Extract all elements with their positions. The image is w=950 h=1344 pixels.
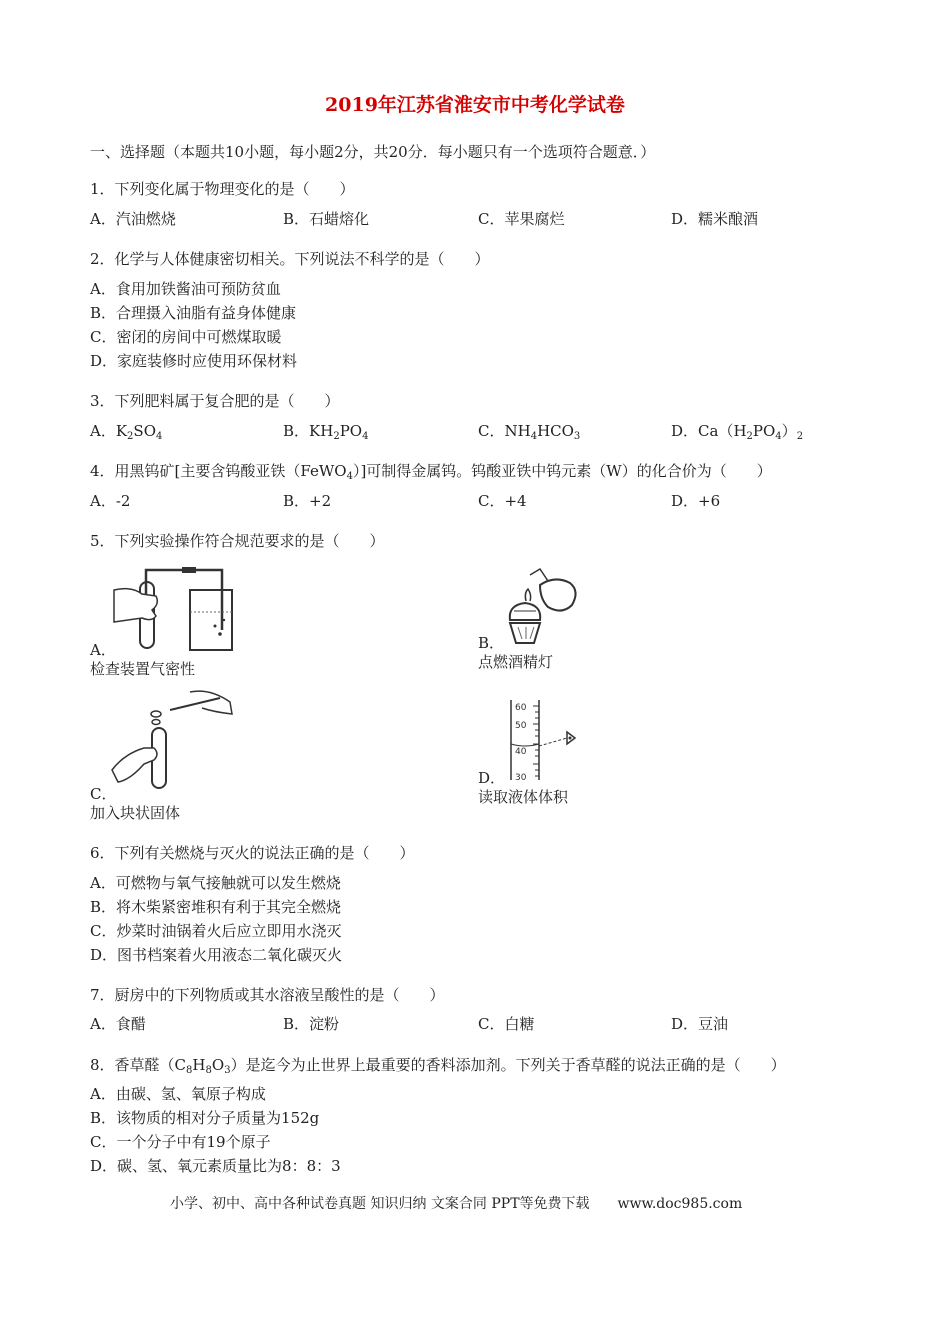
- q1-option-b: B．石蜡熔化: [283, 210, 370, 228]
- q5-option-d-caption: 读取液体体积: [478, 788, 569, 806]
- question-6-stem: 6．下列有关燃烧与灭火的说法正确的是（ ）: [90, 844, 415, 862]
- q6-option-c: C．炒菜时油锅着火后应立即用水浇灭: [90, 922, 342, 940]
- q4-option-a: A．-2: [90, 492, 131, 510]
- q3-option-d: D．$Ca(H_2PO_4)_2$: [671, 422, 804, 442]
- question-2-stem: 2．化学与人体健康密切相关。下列说法不科学的是（ ）: [90, 250, 490, 268]
- q1-option-a: A．汽油燃烧: [90, 210, 176, 228]
- q5-option-c-caption: 加入块状固体: [90, 804, 181, 822]
- q7-option-b: B．淀粉: [283, 1015, 340, 1033]
- q2-option-b: B．合理摄入油脂有益身体健康: [90, 304, 297, 322]
- question-8-stem: 8．香草醛$(C_8H_8O_3)$是迄今为止世界上最重要的香料添加剂。下列关于香草醛的说法正确的是（ ）: [90, 1056, 786, 1076]
- scale-label-60: 60: [515, 703, 527, 713]
- q3-option-b: B．$KH_2PO_4$: [283, 422, 369, 442]
- q6-option-d: D．图书档案着火用液态二氧化碳灭火: [90, 946, 343, 964]
- q3-option-a: A．$K_2SO_4$: [90, 422, 163, 442]
- q5-option-a-caption: 检查装置气密性: [90, 660, 196, 678]
- q5-option-b-caption: 点燃酒精灯: [478, 653, 554, 671]
- question-3-stem: 3．下列肥料属于复合肥的是（ ）: [90, 392, 340, 410]
- question-4-stem: 4．用黑钨矿[主要含钨酸亚铁（FeWO$_4$）]可制得金属钨。钨酸亚铁中钨元素（W）的化合价为（ ）: [90, 462, 772, 482]
- scale-label-40: 40: [515, 747, 527, 757]
- section-header: 一、选择题（本题共10小题，每小题2分，共20分．每小题只有一个选项符合题意．）: [90, 143, 656, 161]
- scale-label-50: 50: [515, 721, 527, 731]
- page-footer: [170, 1193, 742, 1213]
- q4-option-c: C．+4: [478, 492, 527, 510]
- q8-option-d: D．碳、氢、氧元素质量比为8：8：3: [90, 1157, 341, 1175]
- q7-option-d: D．豆油: [671, 1015, 729, 1033]
- alcohol-lamp-figure: [500, 565, 585, 650]
- q7-option-a: A．食醋: [90, 1015, 146, 1033]
- question-7-stem: 7．厨房中的下列物质或其水溶液呈酸性的是（ ）: [90, 986, 445, 1004]
- q7-option-c: C．白糖: [478, 1015, 535, 1033]
- q8-option-c: C．一个分子中有19个原子: [90, 1133, 271, 1151]
- q2-option-c: C．密闭的房间中可燃煤取暖: [90, 328, 282, 346]
- q4-option-d: D．+6: [671, 492, 721, 510]
- q1-option-c: C．苹果腐烂: [478, 210, 565, 228]
- question-5-stem: 5．下列实验操作符合规范要求的是（ ）: [90, 532, 385, 550]
- page-title: 2019年江苏省淮安市中考化学试卷: [325, 94, 625, 116]
- q3-option-c: C．$NH_4HCO_3$: [478, 422, 581, 442]
- scale-label-30: 30: [515, 773, 527, 780]
- question-1-stem: 1．下列变化属于物理变化的是（ ）: [90, 180, 355, 198]
- q2-option-a: A．食用加铁酱油可预防贫血: [90, 280, 281, 298]
- q5-option-b-letter: B．: [478, 634, 505, 652]
- read-volume-figure: [505, 700, 585, 780]
- q5-option-a-letter: A．: [90, 641, 116, 659]
- footer-text: 小学、初中、高中各种试卷真题 知识归纳 文案合同 PPT等免费下载: [170, 1196, 590, 1212]
- q5-option-c-letter: C．: [90, 785, 117, 803]
- airtightness-check-figure: [112, 560, 242, 655]
- q4-option-b: B．+2: [283, 492, 332, 510]
- q5-option-d-letter: D．: [478, 769, 506, 787]
- add-solid-figure: [110, 690, 240, 790]
- q8-option-b: B．该物质的相对分子质量为152g: [90, 1109, 320, 1127]
- q6-option-a: A．可燃物与氧气接触就可以发生燃烧: [90, 874, 341, 892]
- footer-site: www.doc985.com: [617, 1196, 743, 1212]
- q2-option-d: D．家庭装修时应使用环保材料: [90, 352, 298, 370]
- q8-option-a: A．由碳、氢、氧原子构成: [90, 1085, 266, 1103]
- q1-option-d: D．糯米酿酒: [671, 210, 759, 228]
- q6-option-b: B．将木柴紧密堆积有利于其完全燃烧: [90, 898, 342, 916]
